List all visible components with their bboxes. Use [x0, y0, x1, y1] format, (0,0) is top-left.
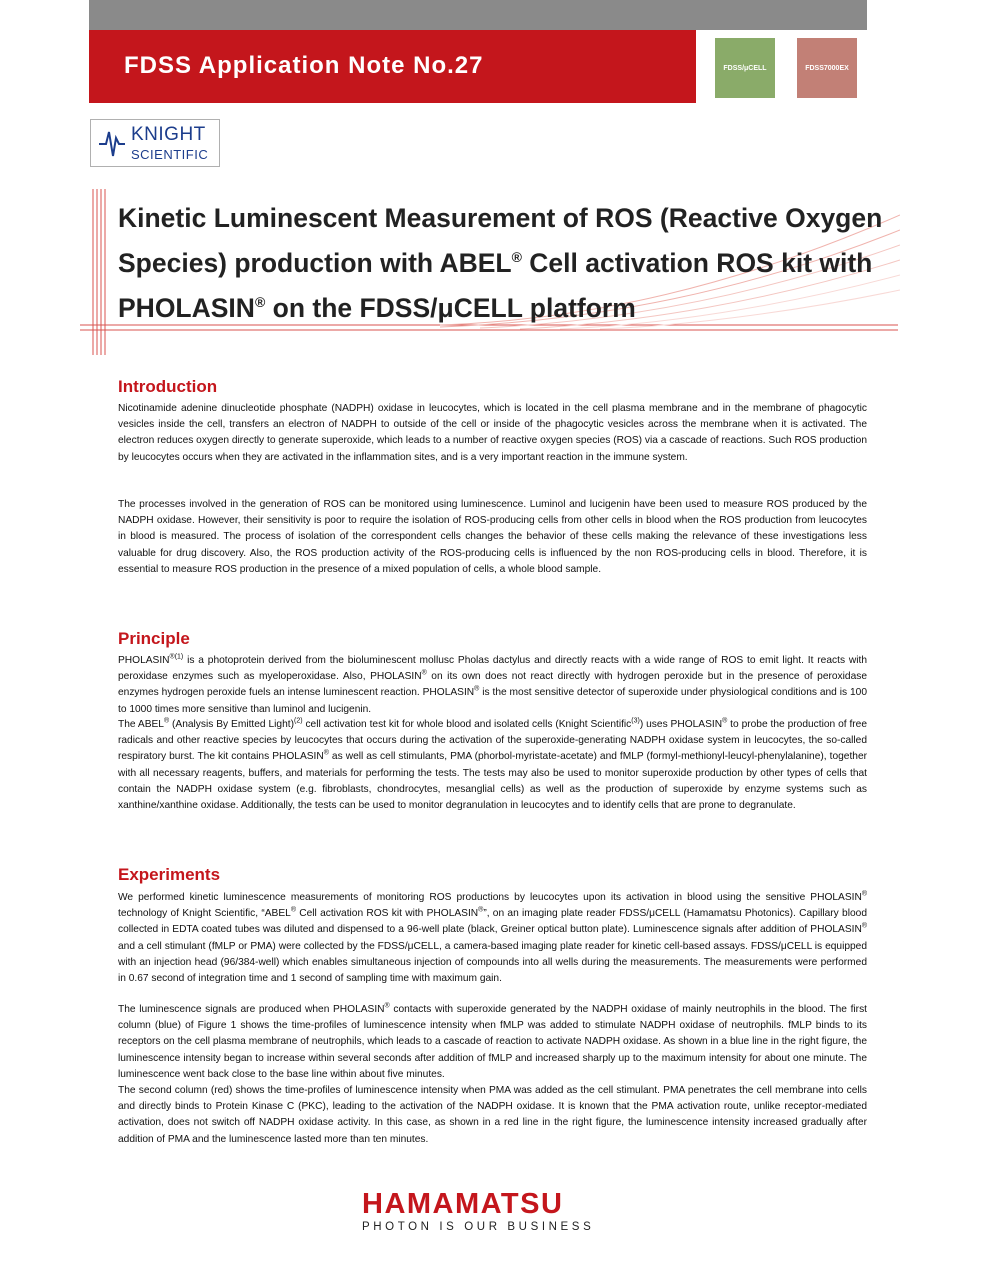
introduction-paragraph-1: Nicotinamide adenine dinucleotide phosphate (NADPH) oxidase in leucocytes, which is located in the cell plasma membrane and in the membrane of phagocytic vesicles inside the cell, transfers an electron of NADPH to outside of the cell or inside of the phagocytic vesicles across the membrane when it is activated. The electron reduces oxygen directly to generate superoxide, which leads to a number of reactive oxygen species (ROS) via a cascade of reactions. Such ROS production by leucocytes occurs when they are activated in the inflammation sites, and is a very important reaction in the immune system.: [118, 403, 867, 463]
principle-paragraph-1: $PHOLASIN^{®(1)}$ is a photoprotein derived from the bioluminescent mollusc Pholas dactylus and directly reacts with a wide range of ROS to emit light. It reacts with peroxidase enzymes such as myeloperoxidase. Also, PHOLASIN® on its own does not react directly with hydrogen peroxide but in the presence of peroxidase enzymes hydrogen peroxide fuels an intense luminescent reaction. PHOLASIN® is the most sensitive detector of superoxide under physiological conditions and is 100 to 1000 times more sensitive than luminol and lucigenin.: [118, 653, 867, 715]
hamamatsu-tagline: PHOTON IS OUR BUSINESS: [362, 1221, 595, 1233]
hamamatsu-logo: HAMAMATSU: [362, 1188, 564, 1220]
experiments-paragraph-1: We performed kinetic luminescence measurements of monitoring ROS productions by leucocytes upon its activation in blood using the sensitive PHOLASIN® technology of Knight Scientific, “ABEL® Cell activation ROS kit with PHOLASIN®”, on an imaging plate reader FDSS/μCELL (Hamamatsu Photonics). Capillary blood collected in EDTA coated tubes was diluted and dispensed to a 96-well plate (black, Greiner optical button plate). Luminescence signals after addition of PHOLASIN® and a cell stimulant (fMLP or PMA) were collected by the FDSS/μCELL, a camera-based imaging plate reader for kinetic cell-based assays. FDSS/μCELL is equipped with an injection head (96/384-well) which enables simultaneous injection of compounds into all wells during the measurements. The measurements were performed in 0.67 second of integration time and 1 second of sampling time with maximum gain.: [118, 890, 867, 985]
introduction-paragraph-2: The processes involved in the generation of ROS can be monitored using luminescence. Luminol and lucigenin have been used to measure ROS produced by the NADPH oxidase. However, their sensitivity is poor to require the isolation of ROS-producing cells from other cells in blood when the ROS production from leucocytes in blood is measured. The process of isolation of the correspondent cells changes the behavior of these cells making the relevance of these investigations less valuable for drug discovery. Also, the ROS production activity of the ROS-producing cells is influenced by the non ROS-producing cells in blood. Therefore, it is essential to measure ROS production in the presence of a mixed population of cells, a whole blood sample.: [118, 499, 867, 575]
header-grey-band: [89, 0, 867, 30]
experiments-heading: Experiments: [118, 865, 221, 884]
knight-logo-line1: KNIGHT: [131, 124, 206, 145]
principle-paragraph-2: The ABEL® (Analysis By Emitted Light)$^{(2)}$ cell activation test kit for whole blood and isolated cells (Knight Scientific$^{(3)}$) uses PHOLASIN® to probe the production of free radicals and other reactive species by leucocytes that occurs during the activation of the superoxide-generating NADPH oxidase system in leucocytes, the so-called respiratory burst. The kit contains PHOLASIN® as well as cell stimulants, PMA (phorbol-myristate-acetate) and fMLP (formyl-methionyl-leucyl-phenylalanine), together with all necessary reagents, buffers, and materials for performing the tests. The tests may also be used to monitor superoxide production by other types of cells that contain the NADPH oxidase system (e.g. fibroblasts, chondrocytes, mesanglial cells) as well as the production of superoxide by enzyme systems such as xanthine/xanthine oxidase. Additionally, the tests can be used to monitor degranulation in leucocytes and to identify cells that are prone to degranulate.: [118, 717, 868, 812]
introduction-heading: Introduction: [118, 377, 218, 396]
knight-logo-line2: SCIENTIFIC: [131, 147, 209, 162]
header-red-band: [89, 30, 696, 103]
experiments-paragraph-3: The second column (red) shows the time-profiles of luminescence intensity when PMA was added as the cell stimulant. PMA penetrates the cell membrane into cells and directly binds to Protein Kinase C (PKC), leading to the activation of the NADPH oxidase. It is known that the PMA activation route, unlike receptor-mediated activation, does not switch off NADPH oxidase activity. In this case, as shown in a red line in the right figure, the luminescence intensity increased gradually after addition of PMA and the luminescence lasted more than ten minutes.: [118, 1085, 867, 1145]
product-badge-fdss-ucell: FDSS/μCELL: [715, 38, 775, 98]
knight-scientific-logo: [90, 119, 220, 167]
knight-logo-mark-icon: [97, 126, 127, 160]
principle-heading: Principle: [118, 629, 190, 648]
experiments-paragraph-2: The luminescence signals are produced when PHOLASIN® contacts with superoxide generated by the NADPH oxidase of mainly neutrophils in the blood. The first column (blue) of Figure 1 shows the time-profiles of luminescence intensity when fMLP was added to stimulate NADPH oxidase of neutrophils. fMLP binds to its receptors on the cell plasma membrane of neutrophils, which leads to a cascade of reaction to activate NADPH oxidase. As shown in a blue line in the right figure, the luminescence intensity began to increase within several seconds after addition of fMLP and increased sharply up to the maximum intensity for about one minute. The luminescence went back close to the base line within about five minutes.: [118, 1002, 867, 1080]
application-note-title: FDSS Application Note No.27: [124, 52, 484, 79]
product-badge-fdss7000ex: FDSS7000EX: [797, 38, 857, 98]
main-title: Kinetic Luminescent Measurement of ROS (Reactive Oxygen Species) production with ABEL® Cell activation ROS kit with PHOLASIN® on the FDSS/μCELL platform: [118, 203, 883, 323]
